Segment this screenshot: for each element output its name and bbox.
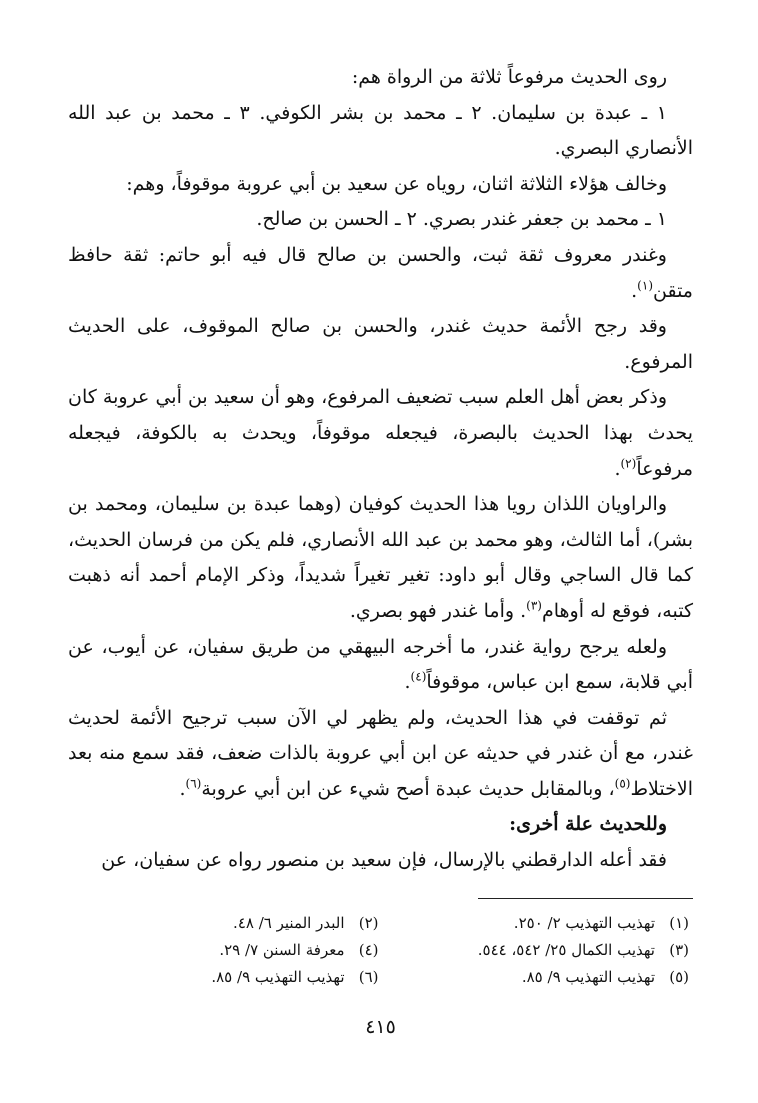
paragraph: ١ ـ محمد بن جعفر غندر بصري. ٢ ـ الحسن بن صالح.	[256, 208, 667, 231]
footnote-row	[68, 910, 689, 937]
footnote-number: (٦)	[358, 968, 379, 986]
paragraph: روى الحديث مرفوعاً ثلاثة من الرواة هم:	[351, 66, 667, 88]
page-number: ٤١٥	[365, 1016, 396, 1038]
paragraph: ثم توقفت في هذا الحديث، ولم يظهر لي الآن سبب ترجيح الأئمة لحديث غندر، مع أن غندر في حديثه عن ابن أبي عروبة بالذات ضعف، فقد سمع منه بعد الاختلاط$^{(٥)}$، وبالمقابل حديث عبدة أصح شيء عن ابن أبي عروبة$^{(٦)}$.	[68, 706, 693, 800]
footnote-ref[interactable]: (٦)	[185, 776, 202, 791]
main-text	[68, 60, 693, 879]
footnote-number: (١)	[669, 914, 689, 932]
footnote-number: (٣)	[669, 941, 689, 959]
footnote	[68, 910, 379, 937]
paragraph: ١ ـ عبدة بن سليمان. ٢ ـ محمد بن بشر الكوفي. ٣ ـ محمد بن عبد الله الأنصاري البصري.	[68, 101, 693, 160]
footnote-text: تهذيب التهذيب ٩/ ٨٥.	[521, 968, 655, 986]
footnote	[379, 964, 690, 991]
footnote-ref[interactable]: (٤)	[410, 669, 427, 684]
footnote-number: (٢)	[358, 914, 379, 932]
footnote	[68, 937, 379, 964]
book-page	[68, 60, 693, 1060]
footnote-text: تهذيب التهذيب ٢/ ٢٥٠.	[513, 914, 655, 932]
footnote-text: تهذيب التهذيب ٩/ ٨٥.	[211, 968, 345, 986]
footnote-text: تهذيب الكمال ٢٥/ ٥٤٢، ٥٤٤.	[477, 941, 655, 959]
footnote-ref[interactable]: (١)	[637, 278, 653, 293]
footnote	[379, 910, 690, 937]
section-heading: وللحديث علة أخرى:	[509, 813, 667, 836]
paragraph: فقد أعله الدارقطني بالإرسال، فإن سعيد بن منصور رواه عن سفيان، عن	[101, 849, 667, 872]
paragraph: وغندر معروف ثقة ثبت، والحسن بن صالح قال فيه أبو حاتم: ثقة حافظ متقن$^{(١)}$.	[68, 243, 693, 302]
footnote-number: (٥)	[669, 968, 689, 986]
footnote	[379, 937, 690, 964]
footnote-ref[interactable]: (٢)	[620, 456, 637, 471]
footnote-row	[68, 964, 689, 991]
footnote-ref[interactable]: (٣)	[526, 598, 542, 613]
footnotes	[68, 910, 689, 991]
paragraph: وقد رجح الأئمة حديث غندر، والحسن بن صالح الموقوف، على الحديث المرفوع.	[68, 315, 693, 373]
footnote-number: (٤)	[358, 941, 379, 959]
footnote	[68, 964, 379, 991]
footnote-text: معرفة السنن ٧/ ٢٩.	[219, 941, 345, 959]
paragraph: وخالف هؤلاء الثلاثة اثنان، روياه عن سعيد بن أبي عروبة موقوفاً، وهم:	[126, 172, 667, 195]
paragraph: ولعله يرجح رواية غندر، ما أخرجه البيهقي من طريق سفيان، عن أيوب، عن أبي قلابة، سمع ابن عباس، موقوفاً$^{(٤)}$.	[68, 635, 693, 694]
footnote-row	[68, 937, 689, 964]
paragraph: وذكر بعض أهل العلم سبب تضعيف المرفوع، وهو أن سعيد بن أبي عروبة كان يحدث بهذا الحديث بالبصرة، فيجعله موقوفاً، ويحدث به بالكوفة، فيجعله مرفوعاً$^{(٢)}$.	[68, 386, 693, 480]
footnote-text: البدر المنير ٦/ ٤٨.	[233, 914, 345, 932]
footnote-ref[interactable]: (٥)	[614, 776, 631, 791]
footnote-divider	[478, 898, 693, 899]
paragraph: والراويان اللذان رويا هذا الحديث كوفيان (وهما عبدة بن سليمان، ومحمد بن بشر)، أما الثالث، وهو محمد بن عبد الله الأنصاري، فلم يكن من فرسان الحديث، كما قال الساجي وقال أبو داود: تغير تغيراً شديداً، وذكر الإمام أحمد أنه ذهبت كتبه، فوقع له أوهام$^{(٣)}$. وأما غندر فهو بصري.	[68, 493, 693, 622]
